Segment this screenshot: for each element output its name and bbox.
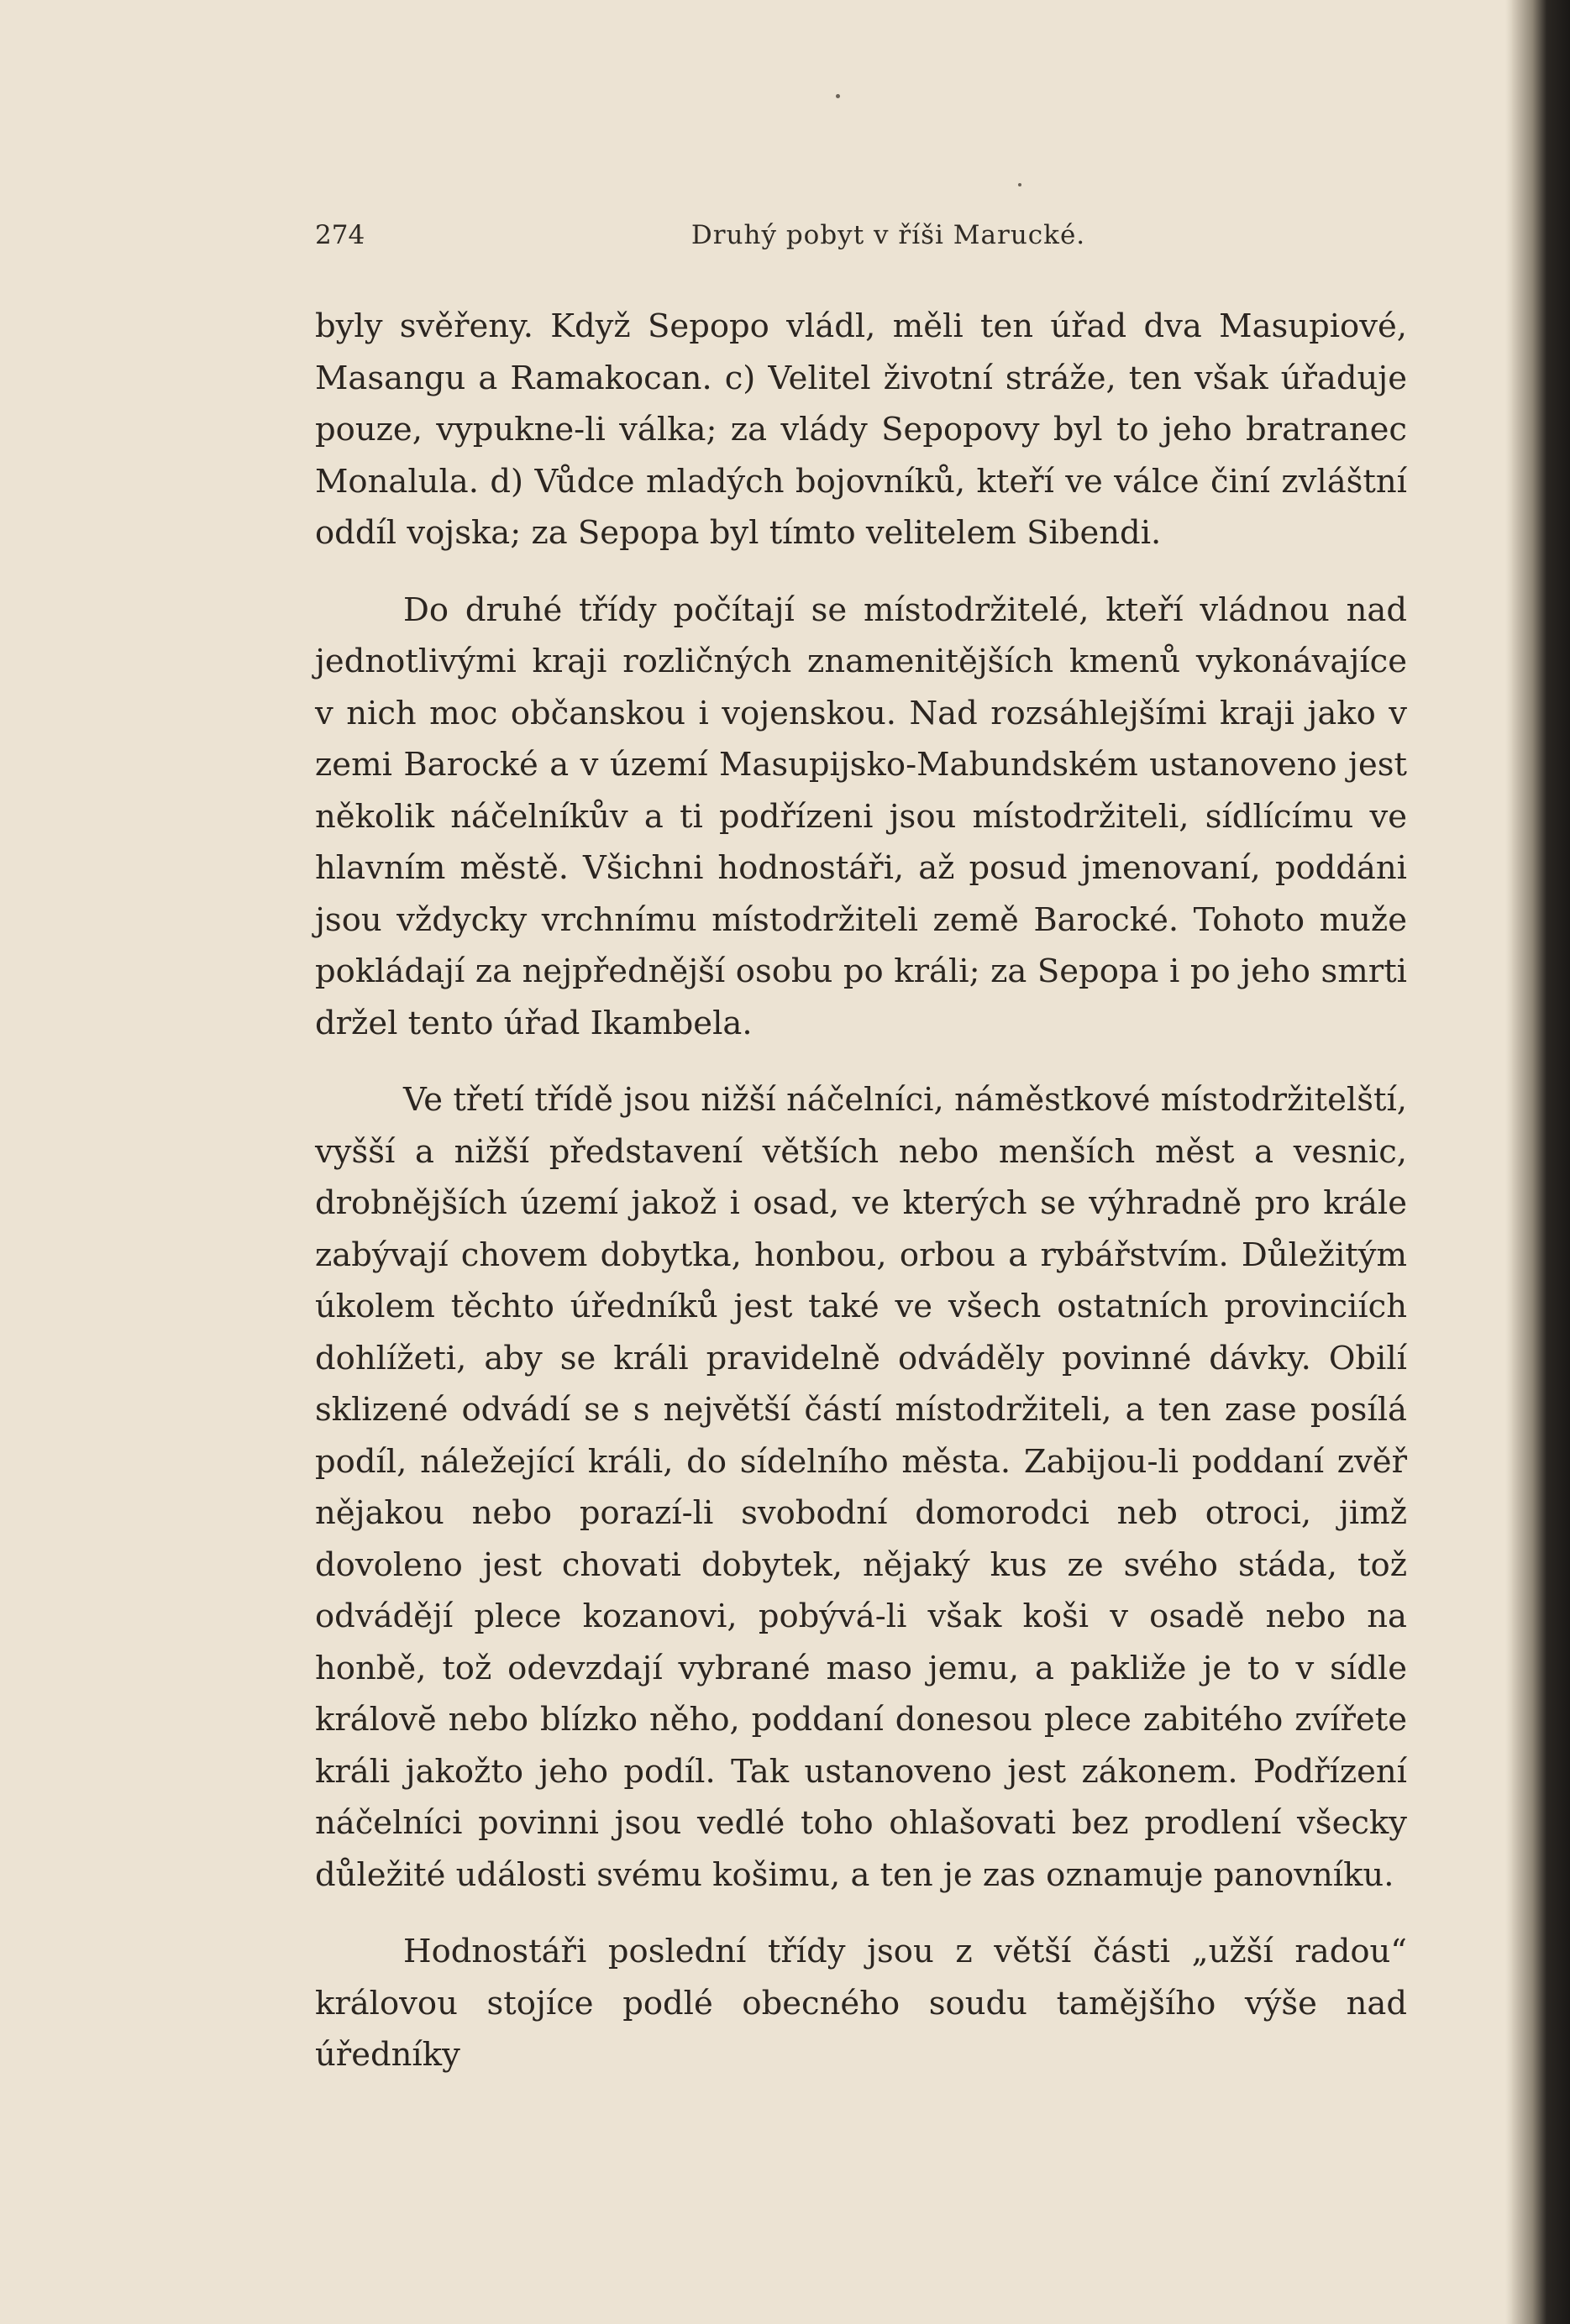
running-head (315, 220, 1411, 259)
running-title: Druhý pobyt v říši Marucké. (690, 220, 1086, 250)
body-text (315, 301, 1407, 2081)
book-edge (1512, 0, 1570, 2324)
paragraph: Hodnostáři poslední třídy jsou z větší části „užší radou“ královou stojíce podlé obecného soudu tamějšího výše nad úředníky (315, 1933, 1407, 2074)
paragraph: Do druhé třídy počítají se místodržitelé, kteří vládnou nad jednotlivými kraji rozličných znamenitějších kmenů vykonávajíce v nich moc občanskou i vojenskou. Nad rozsáhlejšími kraji jako v zemi Barocké a v území Masupijsko-Mabundském ustanoveno jest několik náčelníkův a ti podřízeni jsou místodržiteli, sídlícímu ve hlavním městě. Všichni hodnostáři, až posud jmenovaní, poddáni jsou vždycky vrchnímu místodržiteli země Barocké. Tohoto muže pokládají za nejpřednější osobu po králi; za Sepopa i po jeho smrti držel tento úřad Ikambela. (315, 590, 1407, 1042)
paragraph: Ve třetí třídě jsou nižší náčelníci, náměstkové místodržitelští, vyšší a nižší představení větších nebo menších měst a vesnic, drobnějších území jakož i osad, ve kterých se výhradně pro krále zabývají chovem dobytka, honbou, orbou a rybářstvím. Důležitým úkolem těchto úředníků jest také ve všech ostatních provinciích dohlížeti, aby se králi pravidelně odváděly povinné dávky. Obilí sklizené odvádí se s největší částí místodržiteli, a ten zase posílá podíl, náležející králi, do sídelního města. Zabijou-li poddaní zvěř nějakou nebo porazí-li svobodní domorodci neb otroci, jimž dovoleno jest chovati dobytek, nějaký kus ze svého stáda, tož odvádějí plece kozanovi, pobývá-li však koši v osadě nebo na honbě, tož odevzdají vybrané maso jemu, a pakliže je to v sídle královĕ nebo blízko něho, poddaní donesou plece zabitého zvířete králi jakožto jeho podíl. Tak ustanoveno jest zákonem. Podřízení náčelníci povinni jsou vedlé toho ohlašovati bez prodlení všecky důležité události svému košimu, a ten je zas oznamuje panovníku. (315, 1081, 1407, 1894)
paragraph-continued: byly svěřeny. Když Sepopo vládl, měli ten úřad dva Masupiové, Masangu a Ramakocan. c) Velitel životní stráže, ten však úřaduje pouze, vypukne-li válka; za vlády Sepopovy byl to jeho bratranec Monalula. d) Vůdce mladých bojovníků, kteří ve válce činí zvláštní oddíl vojska; za Sepopa byl tímto velitelem Sibendi. (315, 307, 1407, 552)
paper-speck (1018, 183, 1021, 186)
paper-speck (836, 94, 840, 98)
page-number: 274 (315, 220, 365, 250)
